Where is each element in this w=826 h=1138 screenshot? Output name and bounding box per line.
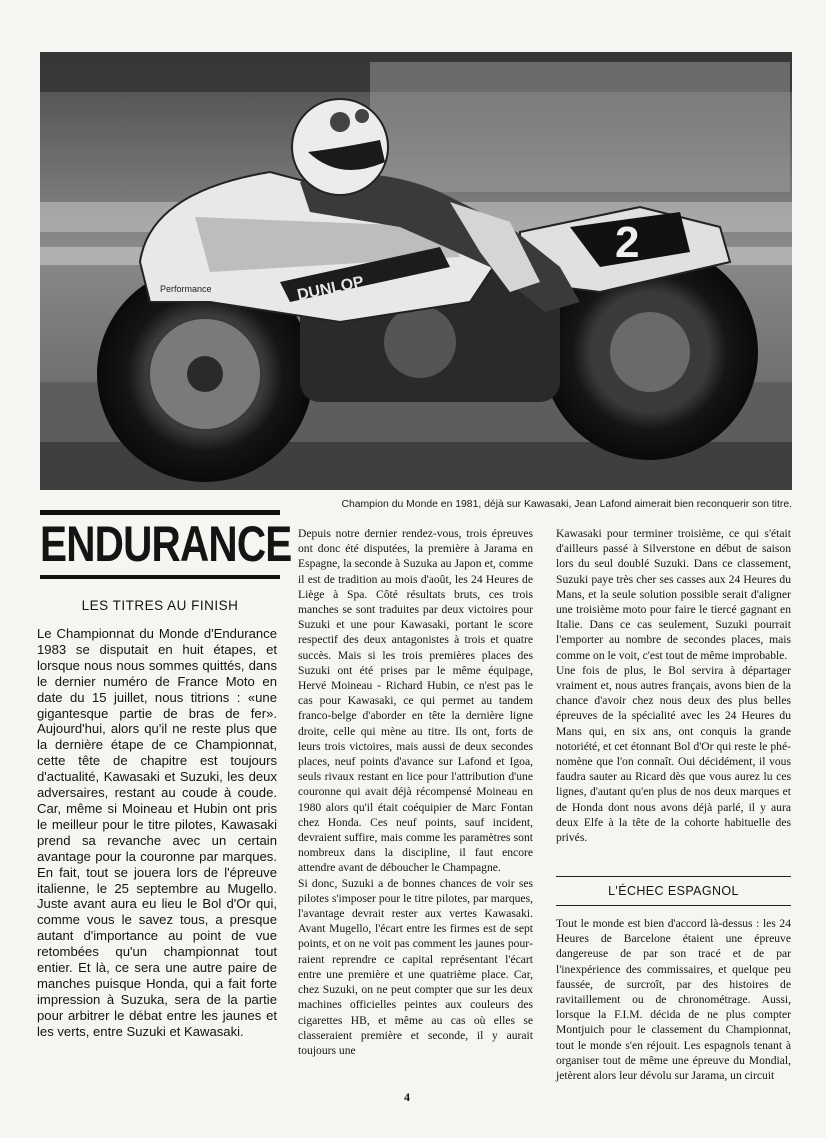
- lead-paragraph: Le Championnat du Monde d'Endurance 1983 se disputait en huit étapes, et lorsque nous nous sommes quittés, dans le dernier numéro de France Moto en date du 15 juillet, nous titrions : «une gigantesque partie de bras de fer». Aujourd'hui, alors qu'il ne reste plus que la dernière étape de ce Championnat, cette tête de chapitre est toujours d'actualité, Kawasaki et Suzuki, les deux adversaires, restant au coude à coude. Car, même si Moineau et Hubin ont pris le meilleur pour le titre pilotes, Kawasaki prend sa revanche avec un certain avantage pour la couronne par marques. En fait, tout se jouera lors de l'épreuve italienne, le 25 septembre au Mugello. Juste avant aura eu lieu le Bol d'Or qui, comme vous le savez tous, a presque autant d'importance au point de vue retombées qu'un championnat tout entier. Et là, ce sera une autre paire de manches puisque Honda, qui a fait forte impression à Suzuka, sera de la partie pour arbitrer le débat entre les jaunes et les verts, entre Suzuki et Kawasaki.: [37, 626, 277, 1039]
- fairing-brand-text: DUNLOP: [295, 273, 366, 305]
- body-text-col2: Depuis notre dernier rendez-vous, trois épreuves ont donc été disputées, la première à Jarama en Espagne, la seconde à Suzuka au Japon et, comme il est de tradition au mois d'août, les 24 Heures de Liège à Spa. Côté résultats bruts, ces trois manches se sont traduites par deux victoires pour Suzuki et une pour Kawasaki, portant le score respectif des deux antagonistes à trois et quatre succès. Mais si les trois premières places des Suzuki ont été prises par le même équipage, Hervé Moineau - Richard Hubin, ce n'est pas le cas pour Kawasaki, ce qui permet au tandem franco-belge d'aborder en tête la dernière ligne droite, celle qui mène au titre. Ils ont, forts de leurs trois victoires, mais aussi de deux secondes places, neuf points d'avance sur Lafond et Igoa, seuls rivaux restant en lice pour l'attribution d'une couronne qui avait déjà récompensé Moineau en 1980 alors qu'il était coéquipier de Marc Fontan chez Honda. Ces neuf points, sauf incident, devraient suffire, mais comme les paramètres sont nombreux dans la discipline, il faut encore attendre avant de déboucher le Champagne. Si donc, Suzuki a de bonnes chances de voir ses pilotes s'imposer pour le titre pilotes, par marques, l'avantage devrait rester aux vertes Kawasaki. Avant Mugello, l'écart entre les firmes est de sept points, et on ne voit pas comment les jaunes pourraient reprendre ce capital représentant l'écart entre une première et une quatrième place. Car, chez Suzuki, on ne peut compter que sur les deux machines officielles peintes aux couleurs des cigarettes HB, et même au cas où elles se classeraient première et seconde, il y aurait toujours une: [298, 527, 533, 1057]
- body-column-3-top: [556, 526, 791, 845]
- headline: ENDURANCE: [40, 516, 292, 572]
- subheadline: LES TITRES AU FINISH: [81, 598, 239, 613]
- page-number: 4: [404, 1090, 410, 1104]
- body-text-col3b: Tout le monde est bien d'accord là-dessus : les 24 Heures de Barcelone étaient une épreuve dangereuse de par son tracé et de par l'inexpérience des commissaires, et quelque peu faussée, de surcroît, par des histoires de ravitaillement ou de chronométrage. Aussi, lorsque la F.I.M. décida de ne plus compter Montjuich pour le classement du Championnat, tout le monde s'en réjouit. Les espagnols tenant à organiser tout de même une épreuve du Mondial, jetèrent alors leur dévolu sur Jarama, un circuit: [556, 917, 791, 1083]
- fairing-side-text: Performance: [160, 284, 212, 294]
- body-column-3-bottom: [556, 916, 791, 1083]
- body-column-2: [298, 526, 533, 1058]
- headline-bottom-rule: [40, 575, 280, 579]
- photo-caption: Champion du Monde en 1981, déjà sur Kawasaki, Jean Lafond aimerait bien reconquerir son titre.: [341, 499, 792, 510]
- section-box-title: L'ÉCHEC ESPAGNOL: [556, 876, 791, 906]
- motorcycle-photo: [40, 52, 792, 490]
- body-text-col3a: Kawasaki pour terminer troisième, ce qui s'était d'ailleurs passé à Silverstone en début de saison lors du seul doublé Suzuki. Dans ce classement, Suzuki paye très cher ses casses aux 24 Heures du Mans, et la seule solution possible serait d'aligner une troisième moto pour faire le tiercé gagnant en Italie. Dans ce cas seulement, Suzuki pourrait l'emporter au nombre de secondes places, mais comme on le voit, c'est tout de même improbable. Une fois de plus, le Bol servira à départager vraiment et, nous autres français, avons bien de la chance d'avoir chez nous deux des plus belles épreuves de la spécialité avec les 24 Heures du Mans qui, en six ans, ont conquis la grande notoriété, et cet étonnant Bol d'Or qui reste le phénomène que l'on connaît. Oui décidément, il vous faudra sauter au Ricard dès que vous aurez lu ces lignes, d'autant qu'en plus de nos deux marques et de Honda dont nous avons déjà parlé, il y aura deux Elfe à la tête de la cohorte habituelle des privés.: [556, 527, 791, 845]
- number-plate-text: 2: [615, 218, 640, 267]
